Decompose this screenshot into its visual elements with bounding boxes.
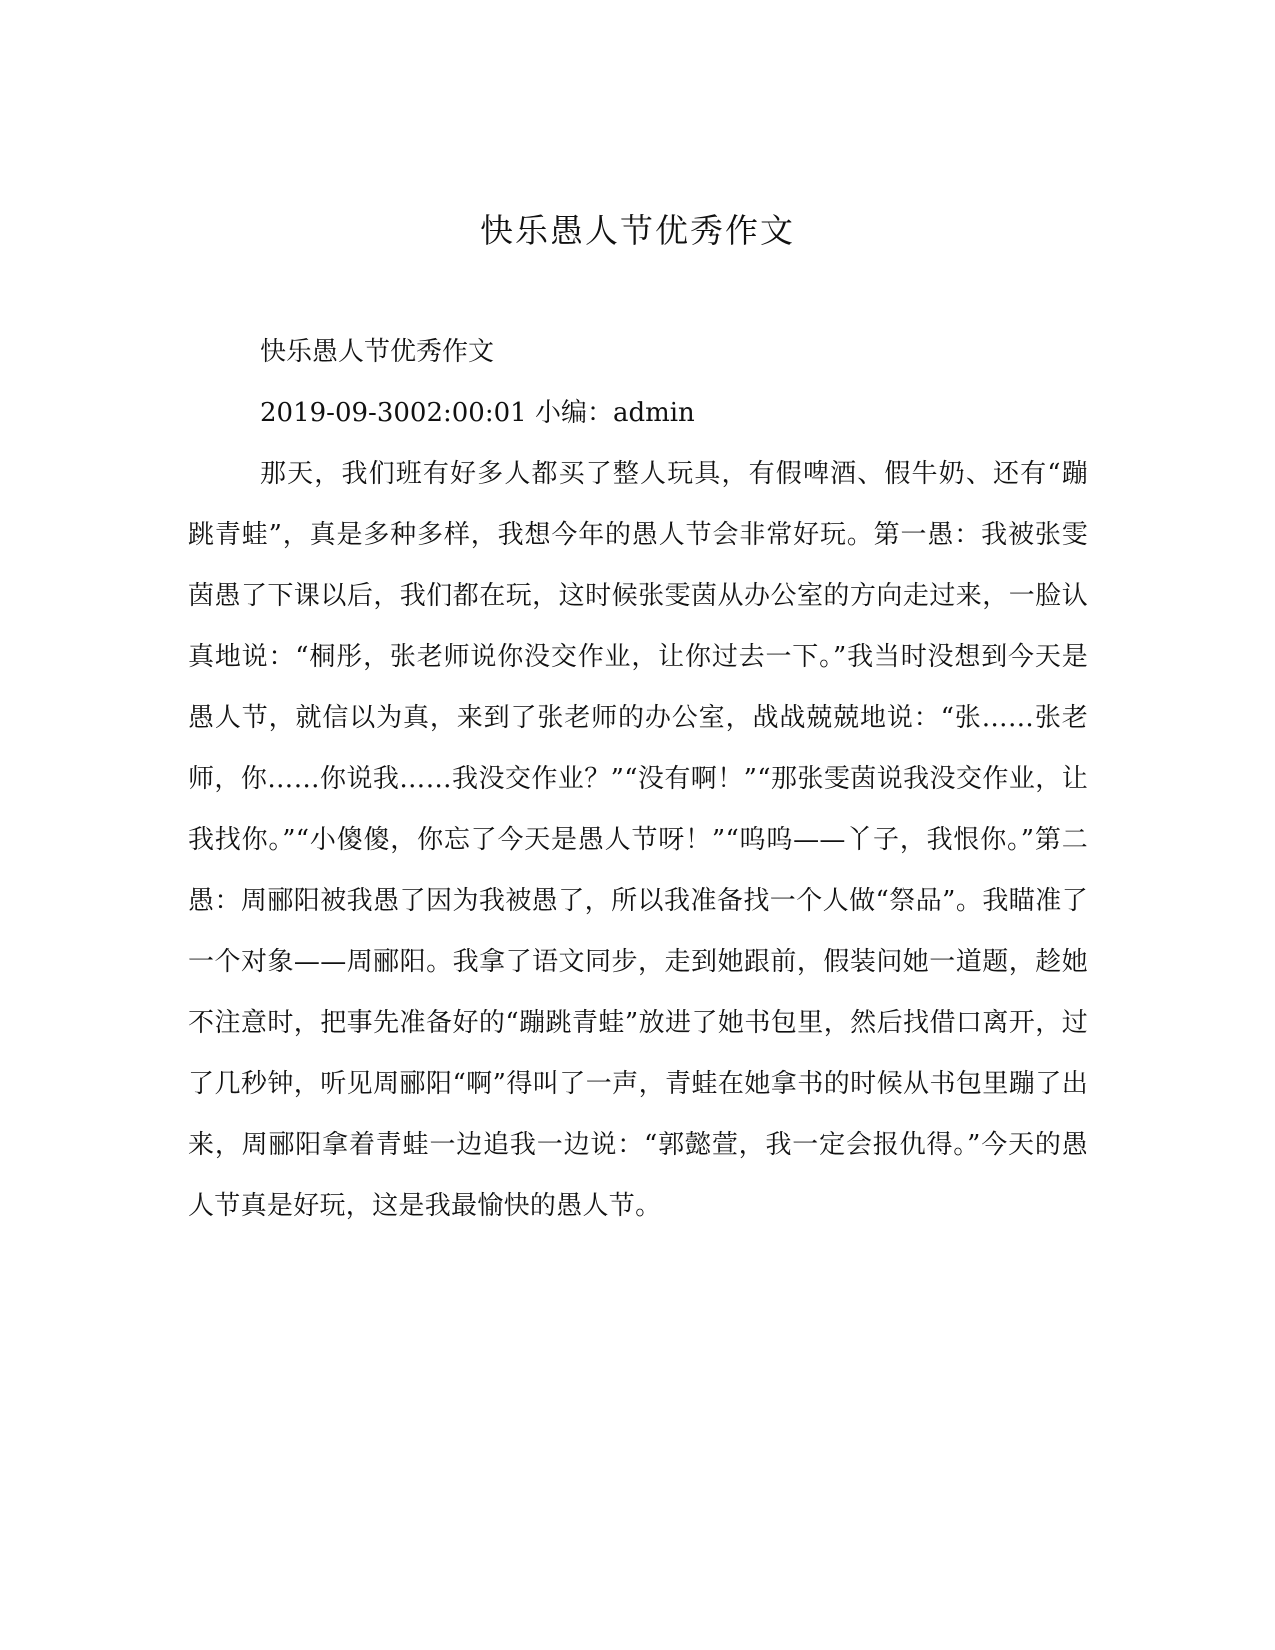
document-content: [188, 322, 1088, 1237]
document-body-paragraph: 那天，我们班有好多人都买了整人玩具，有假啤酒、假牛奶、还有“蹦跳青蛙”，真是多种多样，我想今年的愚人节会非常好玩。第一愚：我被张雯茵愚了下课以后，我们都在玩，这时候张雯茵从办公室的方向走过来，一脸认真地说：“桐彤，张老师说你没交作业，让你过去一下。”我当时没想到今天是愚人节，就信以为真，来到了张老师的办公室，战战兢兢地说：“张……张老师，你……你说我……我没交作业？”“没有啊！”“那张雯茵说我没交作业，让我找你。”“小傻傻，你忘了今天是愚人节呀！”“呜呜——丫子，我恨你。”第二愚：周郦阳被我愚了因为我被愚了，所以我准备找一个人做“祭品”。我瞄准了一个对象——周郦阳。我拿了语文同步，走到她跟前，假装问她一道题，趁她不注意时，把事先准备好的“蹦跳青蛙”放进了她书包里，然后找借口离开，过了几秒钟，听见周郦阳“啊”得叫了一声，青蛙在她拿书的时候从书包里蹦了出来，周郦阳拿着青蛙一边追我一边说：“郭懿萱，我一定会报仇得。”今天的愚人节真是好玩，这是我最愉快的愚人节。: [188, 459, 1088, 1221]
document-title: 快乐愚人节优秀作文: [480, 211, 795, 250]
document-subtitle: 快乐愚人节优秀作文: [260, 337, 495, 367]
document-meta: 2019-09-3002:00:01 小编：admin: [260, 398, 695, 428]
